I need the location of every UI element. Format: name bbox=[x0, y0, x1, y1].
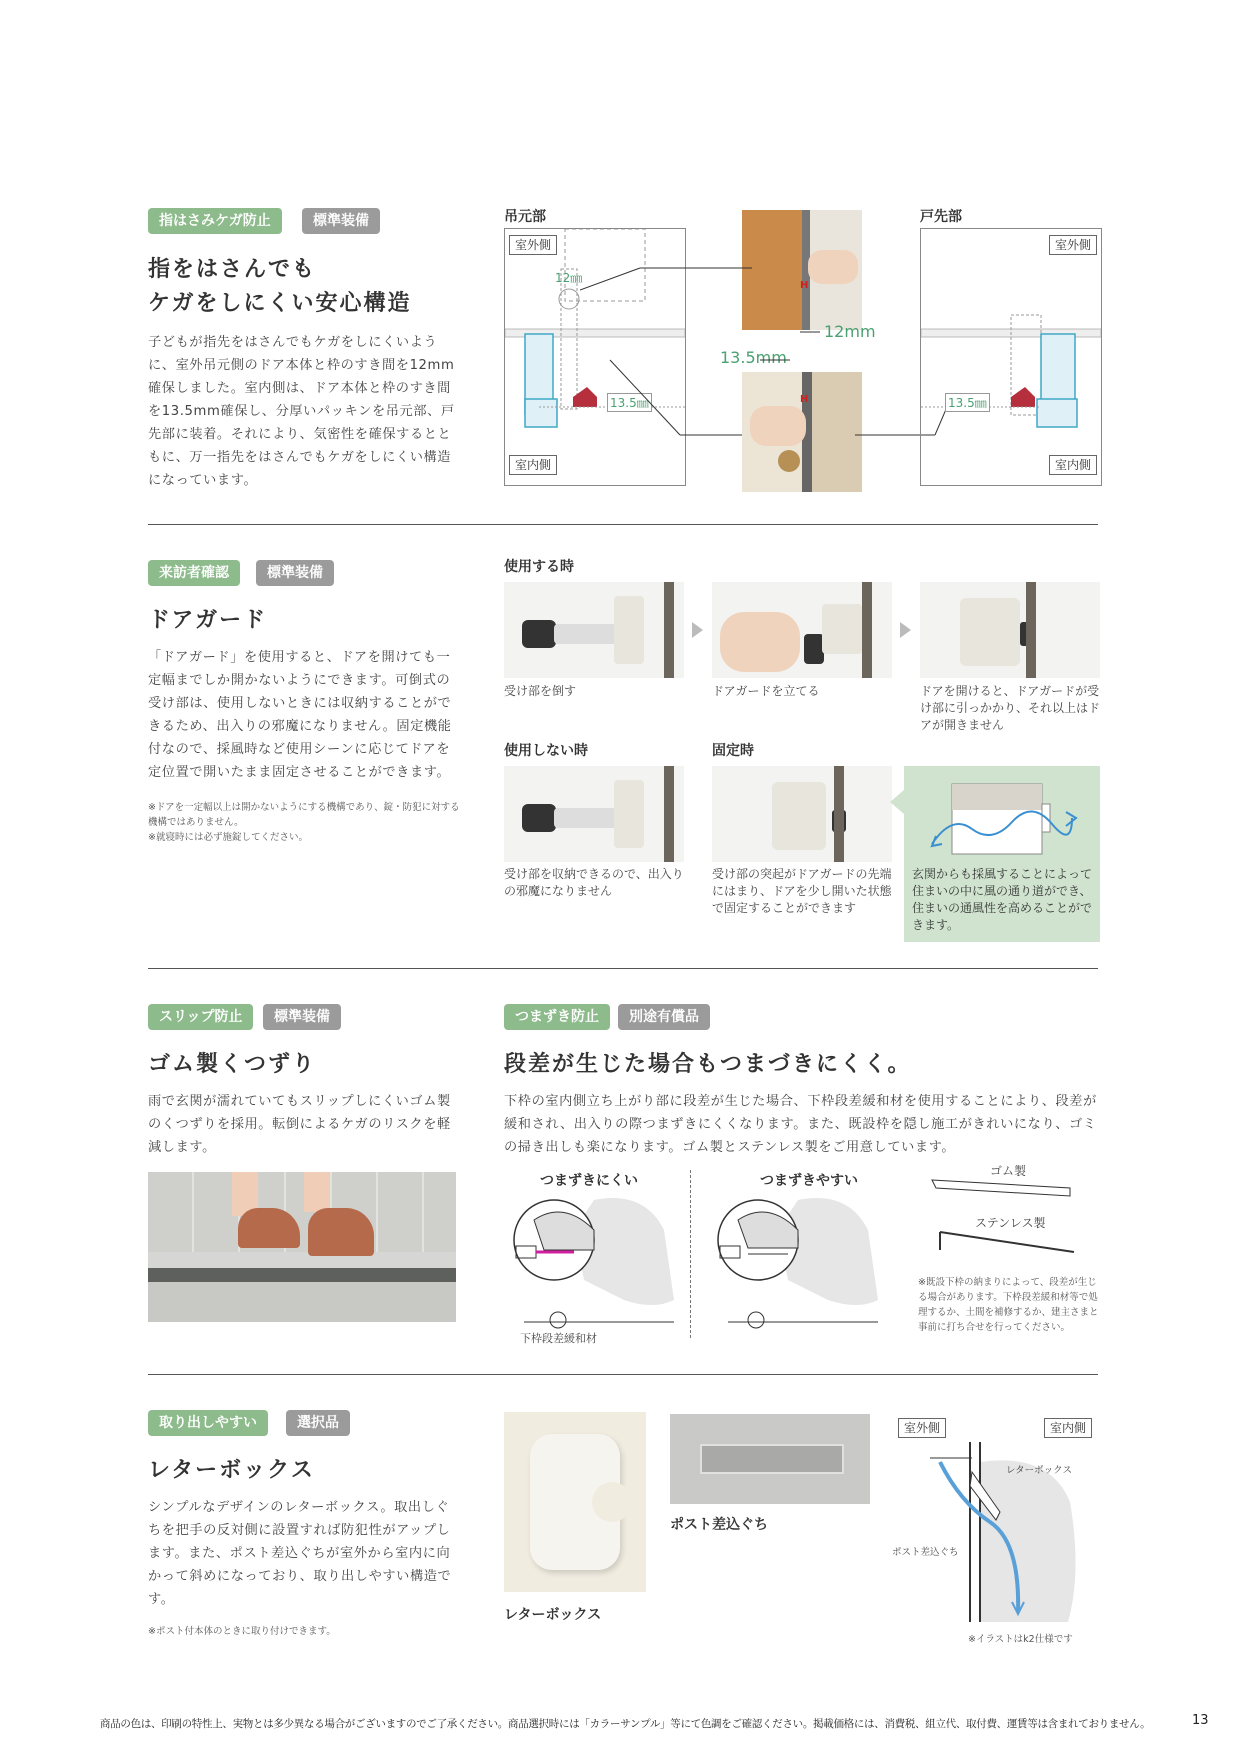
guard-photo-3 bbox=[920, 582, 1100, 678]
h-mark-1: H bbox=[800, 280, 809, 291]
dim-135-right: 13.5㎜ bbox=[945, 393, 990, 412]
label-not-in-use: 使用しない時 bbox=[504, 743, 588, 759]
tag-selectable: 選択品 bbox=[286, 1410, 350, 1436]
label-sill-material: 下枠段差緩和材 bbox=[520, 1332, 597, 1345]
tag-visitor-check: 来訪者確認 bbox=[148, 560, 240, 586]
illustration-note: ※イラストはk2仕様です bbox=[968, 1634, 1073, 1645]
rubber-part-drawing bbox=[930, 1176, 1080, 1200]
letterbox-photo bbox=[504, 1412, 646, 1592]
outside-label-s5: 室外側 bbox=[898, 1418, 946, 1438]
steel-part-drawing bbox=[930, 1226, 1080, 1266]
caption-2: ドアガードを立てる bbox=[712, 684, 820, 698]
label-steel: ステンレス製 bbox=[975, 1216, 1046, 1230]
section2-body: 「ドアガード」を使用すると、ドアを開けても一定幅までしか開かないようにできます。可倒式の受け部は、使用しないときには収納することができるため、出入りの邪魔になりません。固定機能付なので、採風時など使用シーンに応じてドアを定位置で開いたまま固定させることができます。 bbox=[148, 650, 452, 780]
callout-pointer bbox=[890, 790, 904, 814]
caption-3: ドアを開けると、ドアガードが受け部に引っかかり、それ以上はドアが開きません bbox=[920, 684, 1101, 732]
section4-body: 下枠の室内側立ち上がり部に段差が生じた場合、下枠段差緩和材を使用することにより、段差が緩和され、出入りの際つまずきにくくなります。また、既設枠を隠し施工がきれいになり、ゴミの掃き出しも楽になります。ゴム製とステンレス製をご用意しています。 bbox=[504, 1094, 1097, 1155]
label-easy-to-trip: つまずきやすい bbox=[760, 1173, 858, 1189]
airflow-panel bbox=[904, 766, 1100, 942]
label-tip: 戸先部 bbox=[920, 209, 962, 225]
outside-label-right: 室外側 bbox=[1049, 235, 1097, 255]
footer-disclaimer: 商品の色は、印刷の特性上、実物とは多少異なる場合がございますのでご了承ください。商品選択時には「カラーサンプル」等にて色調をご確認ください。掲載価格には、消費税、組立代、取付費、運賃等は含まれておりません。 bbox=[100, 1718, 1151, 1730]
section3-title: ゴム製くつずり bbox=[148, 1052, 317, 1077]
section4-title: 段差が生じた場合もつまづきにくく。 bbox=[504, 1052, 912, 1077]
tip-diagram bbox=[920, 228, 1102, 486]
rubber-sill-photo bbox=[148, 1172, 456, 1322]
outside-label: 室外側 bbox=[509, 235, 557, 255]
guard-photo-5 bbox=[712, 766, 892, 862]
trip-diagram-good bbox=[504, 1190, 694, 1340]
tag-easy-removal: 取り出しやすい bbox=[148, 1410, 268, 1436]
section2-note2: ※就寝時には必ず施錠してください。 bbox=[148, 832, 308, 843]
dim-12-left: 12㎜ bbox=[555, 271, 583, 285]
tag-optional-paid: 別途有償品 bbox=[618, 1004, 710, 1030]
tip-section-drawing bbox=[921, 229, 1101, 485]
label-hard-to-trip: つまずきにくい bbox=[540, 1173, 638, 1189]
label-letterbox: レターボックス bbox=[504, 1607, 602, 1623]
tag-trip-prevention: つまずき防止 bbox=[504, 1004, 610, 1030]
section5-title: レターボックス bbox=[148, 1458, 315, 1483]
guard-photo-4 bbox=[504, 766, 684, 862]
drawing-label-letterbox: レターボックス bbox=[1006, 1465, 1073, 1476]
section2-note1: ※ドアを一定幅以上は開かないようにする機構であり、錠・防犯に対する機構ではありません。 bbox=[148, 802, 460, 828]
connector-lines bbox=[580, 260, 950, 450]
tag-standard-2: 標準装備 bbox=[256, 560, 334, 586]
arrow-2 bbox=[900, 622, 911, 638]
trip-diagram-bad bbox=[708, 1190, 898, 1340]
caption-6: 玄関からも採風することによって住まいの中に風の通り道ができ、住まいの通風性を高めることができます。 bbox=[912, 867, 1093, 932]
guard-photo-2 bbox=[712, 582, 892, 678]
tag-standard-3: 標準装備 bbox=[263, 1004, 341, 1030]
divider-1 bbox=[148, 524, 1098, 525]
label-hinge: 吊元部 bbox=[504, 209, 546, 225]
section3-body: 雨で玄関が濡れていてもスリップしにくいゴム製のくつずりを採用。転倒によるケガのリスクを軽減します。 bbox=[148, 1094, 451, 1155]
section5-note: ※ポスト付本体のときに取り付けできます。 bbox=[148, 1626, 336, 1637]
inside-label: 室内側 bbox=[509, 455, 557, 475]
h-mark-2: H bbox=[800, 394, 809, 405]
dashed-divider bbox=[690, 1170, 691, 1338]
section1-body: 子どもが指先をはさんでもケガをしにくいように、室外吊元側のドア本体と枠のすき間を12mm確保しました。室内側は、ドア本体と枠のすき間を13.5mm確保し、分厚いパッキンを吊元部、戸先部に装着。それにより、気密性を確保するとともに、万一指先をはさんでもケガをしにくい構造になっています。 bbox=[148, 335, 455, 488]
caption-5: 受け部の突起がドアガードの先端にはまり、ドアを少し開いた状態で固定することができます bbox=[712, 867, 892, 915]
divider-3 bbox=[148, 1374, 1098, 1375]
label-mail-slot: ポスト差込ぐち bbox=[670, 1517, 768, 1533]
mail-slot-photo bbox=[670, 1414, 870, 1504]
inside-label-s5: 室内側 bbox=[1044, 1418, 1092, 1438]
page-number: 13 bbox=[1192, 1713, 1209, 1728]
arrow-1 bbox=[692, 622, 703, 638]
section2-title: ドアガード bbox=[148, 608, 268, 633]
tag-slip-prevention: スリップ防止 bbox=[148, 1004, 253, 1030]
label-in-use: 使用する時 bbox=[504, 559, 574, 575]
dim-135-left: 13.5㎜ bbox=[607, 393, 652, 412]
section1-title-line2: ケガをしにくい安心構造 bbox=[148, 291, 412, 316]
section1-title-line1: 指をはさんでも bbox=[148, 257, 317, 282]
guard-photo-1 bbox=[504, 582, 684, 678]
divider-2 bbox=[148, 968, 1098, 969]
dim-12-center: 12mm bbox=[824, 322, 876, 341]
dim-135-center: 13.5mm bbox=[720, 348, 787, 367]
label-rubber: ゴム製 bbox=[990, 1164, 1027, 1178]
caption-4: 受け部を収納できるので、出入りの邪魔になりません bbox=[504, 867, 684, 898]
tag-standard: 標準装備 bbox=[302, 208, 380, 234]
tag-finger-guard: 指はさみケガ防止 bbox=[148, 208, 282, 234]
section5-body: シンプルなデザインのレターボックス。取出しぐちを把手の反対側に設置すれば防犯性がアップします。また、ポスト差込ぐちが室外から室内に向かって斜めになっており、取り出しやすい構造です。 bbox=[148, 1500, 452, 1607]
drawing-label-slot: ポスト差込ぐち bbox=[892, 1547, 959, 1558]
label-fixed: 固定時 bbox=[712, 743, 754, 759]
caption-1: 受け部を倒す bbox=[504, 684, 577, 698]
section4-note: ※既設下枠の納まりによって、段差が生じる場合があります。下枠段差緩和材等で処理するか、土間を補修するか、建主さまと事前に打ち合せを行ってください。 bbox=[918, 1277, 1099, 1333]
inside-label-right: 室内側 bbox=[1049, 455, 1097, 475]
airflow-illustration bbox=[912, 774, 1092, 864]
